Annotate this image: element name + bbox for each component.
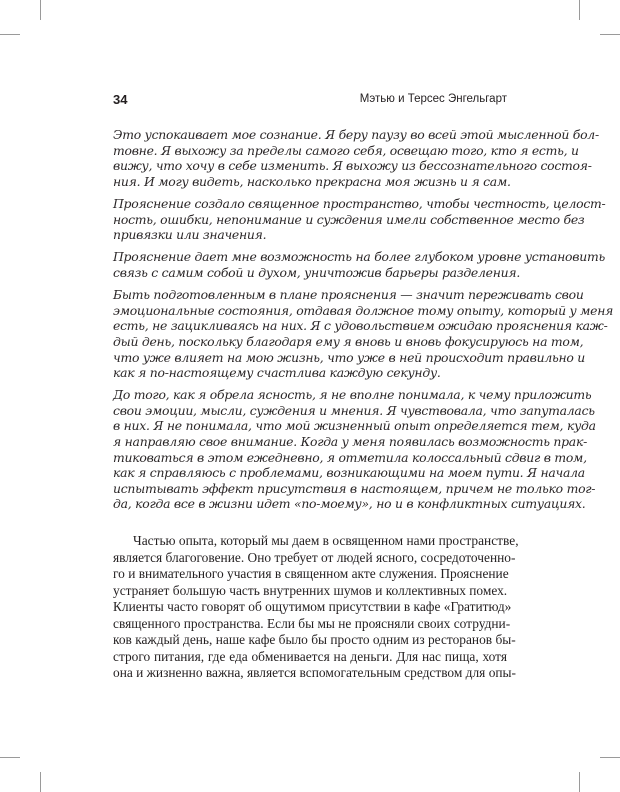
text-line: является благоговение. Оно требует от людей ясного, сосредоточенно- xyxy=(113,549,516,565)
page-header xyxy=(113,92,507,110)
text-line: священного пространства. Если бы мы не проясняли своих сотрудни- xyxy=(113,615,511,631)
text-line: Быть подготовленным в плане прояснения — значит переживать свои xyxy=(113,287,584,303)
text-line: ния. И могу видеть, насколько прекрасна моя жизнь и я сам. xyxy=(113,173,511,189)
quote-paragraph xyxy=(113,287,614,381)
text-line: есть, не зацикливаясь на них. Я с удовольствием ожидаю прояснения каж- xyxy=(113,318,608,334)
text-line: в них. Я не понимала, что мой жизненный опыт определяется тем, куда xyxy=(113,418,596,434)
body-text xyxy=(113,533,519,682)
crop-mark xyxy=(579,0,580,20)
running-title: Мэтью и Терсес Энгельгарт xyxy=(359,93,507,105)
text-line: свои эмоции, мысли, суждения и мнения. Я чувствовала, что запуталась xyxy=(113,402,595,418)
crop-mark xyxy=(600,757,620,758)
body-paragraph xyxy=(113,533,519,682)
crop-mark xyxy=(40,0,41,20)
text-line: Клиенты часто говорят об ощутимом присутствии в кафе «Гратитюд» xyxy=(113,599,512,614)
text-line: я направляю свое внимание. Когда у меня появилась возможность прак- xyxy=(113,434,588,450)
quote-paragraph xyxy=(113,387,596,512)
text-line: товне. Я выхожу за пределы самого себя, освещаю того, кто я есть, и xyxy=(113,142,579,158)
text-line: строго питания, где еда обменивается на деньги. Для нас пища, хотя xyxy=(113,648,507,664)
text-line: она и жизненно важна, является вспомогательным средством для опы- xyxy=(113,665,517,680)
text-line: Частью опыта, который мы даем в освященном нами пространстве, xyxy=(133,533,519,548)
text-line: го и внимательного участия в священном акте служения. Прояснение xyxy=(113,566,509,581)
text-line: привязки или значения. xyxy=(113,227,267,243)
crop-mark xyxy=(40,772,41,792)
text-line: испытывать эффект присутствия в настоящем, причем не только тог- xyxy=(113,480,596,496)
text-line: да, когда все в жизни идет «по-моему», но и в конфликтных ситуациях. xyxy=(113,496,586,512)
text-line: дый день, поскольку благодаря ему я вновь и вновь фокусируюсь на том, xyxy=(113,333,584,349)
quoted-testimonials xyxy=(113,127,614,519)
text-line: как я по-настоящему счастлива каждую секунду. xyxy=(113,365,441,381)
text-line: Это успокаивает мое сознание. Я беру паузу во всей этой мысленной бол- xyxy=(113,127,599,142)
crop-mark xyxy=(600,34,620,35)
text-line: ность, ошибки, непонимание и суждения имели собственное место без xyxy=(113,211,585,227)
crop-mark xyxy=(0,757,20,758)
text-line: Прояснение создало священное пространство, чтобы честность, целост- xyxy=(113,195,606,211)
text-line: устраняет большую часть внутренних шумов и коллективных помех. xyxy=(113,582,508,598)
text-line: ков каждый день, наше кафе было бы просто одним из ресторанов бы- xyxy=(113,632,516,647)
text-line: тиковаться в этом ежедневно, я отметила колоссальный сдвиг в том, xyxy=(113,449,587,465)
text-line: эмоциональные состояния, отдавая должное тому опыту, который у меня xyxy=(113,302,614,318)
crop-mark xyxy=(0,34,20,35)
page-number: 34 xyxy=(113,92,128,107)
text-line: связь с самим собой и духом, уничтожив барьеры разделения. xyxy=(113,264,521,280)
text-line: что уже влияет на мою жизнь, что уже в ней происходит правильно и xyxy=(113,349,586,365)
quote-paragraph xyxy=(113,249,605,280)
text-line: Прояснение дает мне возможность на более глубоком уровне установить xyxy=(113,249,605,265)
quote-paragraph xyxy=(113,127,599,189)
quote-paragraph xyxy=(113,195,606,243)
text-line: вижу, что хочу в себе изменить. Я выхожу из бессознательного состоя- xyxy=(113,158,592,174)
text-line: как я справляюсь с проблемами, возникающими на моем пути. Я начала xyxy=(113,465,585,481)
text-line: До того, как я обрела ясность, я не вполне понимала, к чему приложить xyxy=(113,387,592,403)
crop-mark xyxy=(579,772,580,792)
